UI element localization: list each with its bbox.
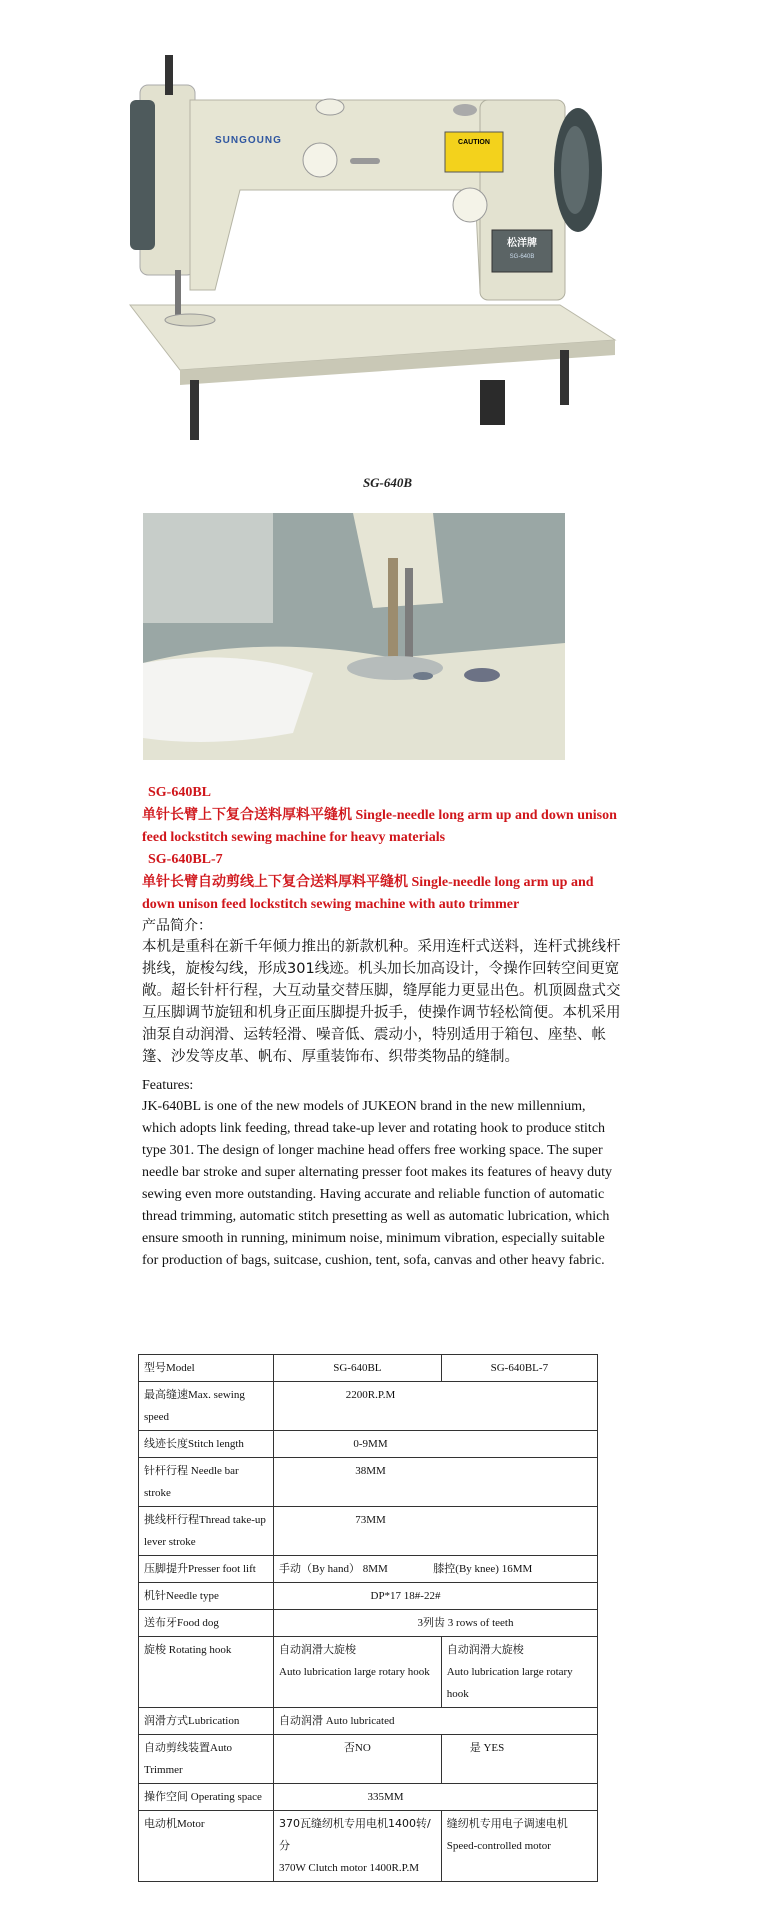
caution-label: CAUTION <box>458 139 490 146</box>
spec-value-text: 3列齿 3 rows of teeth <box>417 1617 514 1629</box>
features-heading: Features: <box>142 1078 194 1093</box>
motor-b-en: Speed-controlled motor <box>446 1840 551 1852</box>
motor-a-en: 370W Clutch motor 1400R.P.M <box>279 1862 420 1874</box>
spec-value <box>274 1784 598 1811</box>
spec-value-text: 73MM <box>355 1514 386 1526</box>
spec-label: 型号Model <box>139 1355 274 1382</box>
table-row <box>139 1784 598 1811</box>
spec-label: 电动机Motor <box>139 1811 274 1882</box>
hook-a-cn: 自动润滑大旋梭 <box>279 1643 356 1656</box>
spec-label: 最高缝速Max. sewing speed <box>139 1382 274 1431</box>
spec-label: 针杆行程 Needle bar stroke <box>139 1458 274 1507</box>
product-title-1 <box>142 804 622 849</box>
product-description <box>142 782 622 1272</box>
sewing-machine-photo <box>120 40 620 470</box>
hook-a-en: Auto lubrication large rotary hook <box>279 1666 430 1678</box>
spec-label: 机针Needle type <box>139 1583 274 1610</box>
model-number-2: SG-640BL-7 <box>148 852 223 867</box>
table-row <box>139 1507 598 1556</box>
table-row <box>139 1458 598 1507</box>
table-row <box>139 1382 598 1431</box>
spec-label: 压脚提升Presser foot lift <box>139 1556 274 1583</box>
spec-value: SG-640BL-7 <box>441 1355 597 1382</box>
spec-label: 挑线杆行程Thread take-up lever stroke <box>139 1507 274 1556</box>
spec-value: 是 YES <box>441 1735 597 1784</box>
spec-table <box>138 1354 598 1882</box>
table-row <box>139 1583 598 1610</box>
hook-b-cn: 自动润滑大旋梭 <box>446 1643 524 1656</box>
presser-knee: 膝控(By knee) 16MM <box>433 1563 533 1575</box>
spec-value: 否NO <box>274 1735 442 1784</box>
spec-value <box>441 1637 597 1708</box>
product-title-2-en: Single-needle long arm up and down unison feed lockstitch sewing machine with auto trimmer <box>142 875 594 912</box>
logo-plate-cn: 松洋牌 <box>507 238 537 249</box>
spec-value <box>274 1458 598 1507</box>
table-row <box>139 1610 598 1637</box>
presser-hand: 手动（By hand） 8MM <box>279 1563 388 1575</box>
intro-cn-body: 本机是重科在新千年倾力推出的新款机种。采用连杆式送料，连杆式挑线杆挑线，旋梭勾线，形成301线迹。机头加长加高设计，令操作回转空间更宽敞。超长针杆行程，大互动量交替压脚，缝厚能力更显出色。机顶圆盘式交互压脚调节旋钮和机身正面压脚提升扳手，使操作调节轻松简便。本机采用油泵自动润滑、运转轻滑、噪音低、震动小，特别适用于箱包、座垫、帐篷、沙发等皮革、帆布、厚重装饰布、织带类物品的缝制。 <box>142 939 621 1065</box>
table-row <box>139 1708 598 1735</box>
product-title-1-en: Single-needle long arm up and down unison feed lockstitch sewing machine for heavy materials <box>142 808 617 845</box>
spec-label: 操作空间 Operating space <box>139 1784 274 1811</box>
logo-plate-model: SG-640B <box>509 254 535 260</box>
spec-value <box>274 1610 598 1637</box>
spec-label: 旋梭 Rotating hook <box>139 1637 274 1708</box>
spec-value <box>274 1637 442 1708</box>
table-row <box>139 1811 598 1882</box>
spec-value-text: 335MM <box>367 1791 404 1803</box>
intro-cn-heading: 产品简介： <box>142 918 212 934</box>
spec-value: SG-640BL <box>274 1355 442 1382</box>
spec-value <box>274 1507 598 1556</box>
features-body: JK-640BL is one of the new models of JUKEON brand in the new millennium, which adopts link feeding, thread take-up lever and rotating hook to produce stitch type 301. The design of longer machine head offers free working space. The super needle bar stroke and super alternating presser foot makes its features of heavy duty sewing even more outstanding. Having accurate and reliable function of automatic thread trimming, automatic stitch presetting as well as automatic lubrication, which ensure smooth in running, minimum noise, minimum vibration, especially suitable for production of bags, suitcase, cushion, tent, sofa, canvas and other heavy fabric. <box>142 1099 612 1268</box>
product-title-2-cn: 单针长臂自动剪线上下复合送料厚料平缝机 <box>142 874 408 890</box>
spec-label: 润滑方式Lubrication <box>139 1708 274 1735</box>
spec-value-text: 2200R.P.M <box>345 1389 396 1401</box>
spec-label: 线迹长度Stitch length <box>139 1431 274 1458</box>
product-caption: SG-640B <box>362 475 413 490</box>
presser-foot-closeup-photo <box>143 513 565 760</box>
spec-value <box>274 1556 598 1583</box>
product-title-2 <box>142 871 622 916</box>
table-row <box>139 1355 598 1382</box>
table-row <box>139 1556 598 1583</box>
model-number-1: SG-640BL <box>148 785 212 800</box>
table-row <box>139 1637 598 1708</box>
spec-value-text: DP*17 18#-22# <box>370 1590 441 1602</box>
brand-label: SUNGOUNG <box>215 135 282 146</box>
hook-b-en: Auto lubrication large rotary hook <box>446 1666 573 1700</box>
spec-value <box>274 1431 598 1458</box>
spec-value <box>274 1382 598 1431</box>
table-row <box>139 1735 598 1784</box>
motor-b-cn: 缝纫机专用电子调速电机 <box>446 1817 568 1830</box>
spec-value <box>274 1811 442 1882</box>
spec-value <box>441 1811 597 1882</box>
spec-label: 自动剪线装置Auto Trimmer <box>139 1735 274 1784</box>
product-title-1-cn: 单针长臂上下复合送料厚料平缝机 <box>142 807 352 823</box>
motor-a-cn: 370瓦缝纫机专用电机1400转/分 <box>279 1817 431 1852</box>
spec-value-text: 38MM <box>355 1465 386 1477</box>
spec-value: 自动润滑 Auto lubricated <box>274 1708 598 1735</box>
table-row <box>139 1431 598 1458</box>
spec-value <box>274 1583 598 1610</box>
spec-value-text: 0-9MM <box>353 1438 388 1450</box>
spec-label: 送布牙Food dog <box>139 1610 274 1637</box>
